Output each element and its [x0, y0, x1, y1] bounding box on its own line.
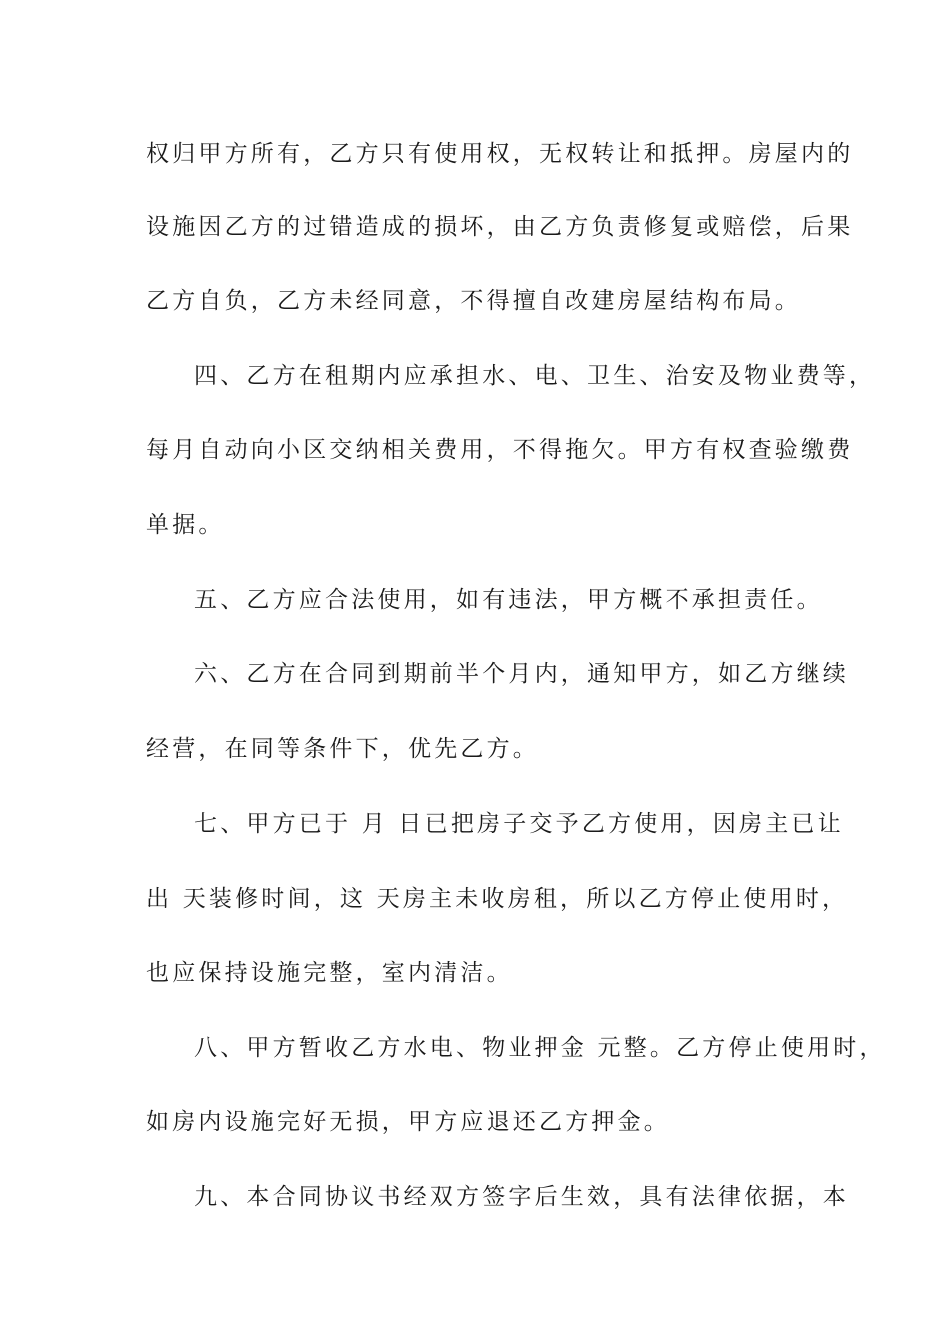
- paragraph-line-clause-9: 九、本合同协议书经双方签字后生效，具有法律依据，本: [194, 1184, 849, 1210]
- paragraph-line-clause-7: 七、甲方已于 月 日已把房子交予乙方使用，因房主已让: [194, 811, 844, 837]
- paragraph-line: 单据。: [146, 512, 225, 538]
- paragraph-line: 也应保持设施完整，室内清洁。: [146, 960, 513, 986]
- paragraph-line-clause-5: 五、乙方应合法使用，如有违法，甲方概不承担责任。: [194, 587, 823, 613]
- paragraph-line: 设施因乙方的过错造成的损坏，由乙方负责修复或赔偿，后果: [146, 214, 854, 240]
- paragraph-line-clause-8: 八、甲方暂收乙方水电、物业押金 元整。乙方停止使用时，: [194, 1035, 886, 1061]
- paragraph-line: 出 天装修时间，这 天房主未收房租，所以乙方停止使用时，: [146, 886, 849, 912]
- paragraph-line: 如房内设施完好无损，甲方应退还乙方押金。: [146, 1109, 670, 1135]
- paragraph-line: 每月自动向小区交纳相关费用，不得拖欠。甲方有权查验缴费: [146, 437, 854, 463]
- paragraph-line-clause-6: 六、乙方在合同到期前半个月内，通知甲方，如乙方继续: [194, 661, 849, 687]
- paragraph-line-clause-4: 四、乙方在租期内应承担水、电、卫生、治安及物业费等，: [194, 363, 876, 389]
- paragraph-line: 权归甲方所有，乙方只有使用权，无权转让和抵押。房屋内的: [146, 141, 854, 167]
- paragraph-line: 经营，在同等条件下，优先乙方。: [146, 736, 539, 762]
- paragraph-line: 乙方自负，乙方未经同意，不得擅自改建房屋结构布局。: [146, 288, 801, 314]
